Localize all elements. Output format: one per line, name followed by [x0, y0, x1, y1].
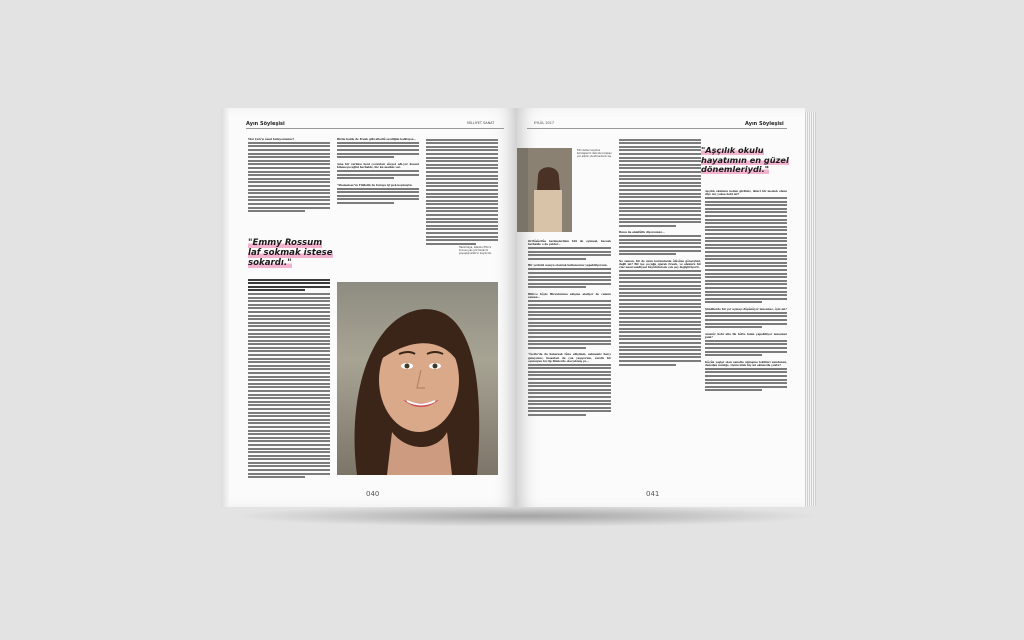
- right-question-3: Bunu da alakfülik diyorsunuz...: [619, 231, 665, 235]
- left-photo-caption: Hazal Kaya, İstanbul Film'a konusu yaz yok tanlarım poşuşlığı Gülkı'ın kaydında.: [459, 246, 492, 255]
- right-column-2: [619, 138, 701, 367]
- right-question-9: Amatör hobi alla ilk böfte falan yapabiliyor musunuz peki?: [705, 332, 787, 339]
- question-4: "Shameless"ın Fiddelik de buraya iyi pek koymuştu.: [337, 183, 413, 187]
- left-page-edge: [221, 108, 229, 507]
- publication-name: MİLLİYET SANAT: [467, 121, 495, 125]
- question-3: Ama bir varlıksı beni çocukları süsyet edi-yor deseni bilemeyeceğini herhalde, biz ku-madını var.: [337, 162, 419, 170]
- right-page: [517, 108, 805, 507]
- right-question-8: Şimdilerde bir yer açmayı düşünüyor musunuz, öyle mi?: [705, 307, 787, 311]
- question-1: Mor Çatı'yı nasıl buluyorsunuz?: [248, 138, 295, 141]
- film-still-illustration: [517, 148, 572, 232]
- right-section-title: Ayın Söyleşisi: [745, 121, 784, 127]
- right-question-6: Ne zaman, bir de uzun kurumlarda ölüsüne göneryimi, değil mi? Bir işe çocuğu olarak fırsatı, ve alakuru bir ciaz nasıl sandiyesi büyütülürsek çok şey değiştiriyorir.: [619, 259, 701, 270]
- header-rule-right: [527, 128, 787, 129]
- right-question-4: Bilirce böyle Hirsuluruna akişme alaliyor de camım zaman...: [528, 292, 611, 300]
- question-2: Bizim halde de Frenk gibi alkollü sevdiğim kalktıysa...: [337, 138, 417, 141]
- left-column-2: [337, 138, 419, 206]
- left-column-1-continued: [248, 278, 330, 480]
- portrait-photo: [337, 282, 498, 475]
- right-column-1: [528, 240, 611, 418]
- film-still-caption: Film bellen kaydına Kardeşlerim dalında ki bakan yer albüzi yönetmenlerin ise.: [577, 149, 612, 158]
- left-column-1: [248, 138, 330, 214]
- right-column-3: [705, 190, 787, 393]
- right-question-5: "İzotla"da da bakarsak tüne edişimni, sahnemiz harçı geleyonuz, insanları da çok yaşıyorum, zarellı bir oyunuyun bu tip filmlerde olacyıkmış ya...: [528, 353, 611, 363]
- left-page-number: 040: [366, 490, 380, 498]
- issue-date: EYLÜL 2017: [534, 121, 555, 125]
- header-rule: [246, 128, 504, 129]
- film-still-photo: [517, 148, 572, 232]
- right-page-number: 041: [646, 490, 660, 498]
- right-pull-quote: "Aşçılık okulu hayatımın en güzel dönemleriydi.": [701, 145, 789, 175]
- left-pull-quote: "Emmy Rossum laf sokmak istese sokardı.": [248, 238, 333, 268]
- magazine-shadow: [230, 505, 820, 527]
- right-question-1: Ortfüsüzliüe kardeşleriden biri de oyunsal, bacsak herhalde o da yaktar...: [528, 240, 611, 247]
- left-column-3-top: [426, 138, 498, 246]
- portrait-illustration: [337, 282, 498, 475]
- right-question-2: Bir yerinizi ısısıyu olanrak kullanıcınız yapabiliyorsun.: [528, 264, 608, 268]
- left-page: [221, 108, 517, 507]
- right-question-10: Küçük yaşlar olan sanatla uğraşma tekliferi sundunuz, dansdan müziğe. Oyunculuk hiç mi aklınızda yoktu?: [705, 360, 787, 368]
- right-question-7: Aşçılık okulunu neden girdiniz, ikinci bir meslek olsun diye mi, yoksa hobi mi?: [705, 190, 787, 197]
- left-section-title: Ayın Söyleşisi: [246, 121, 285, 127]
